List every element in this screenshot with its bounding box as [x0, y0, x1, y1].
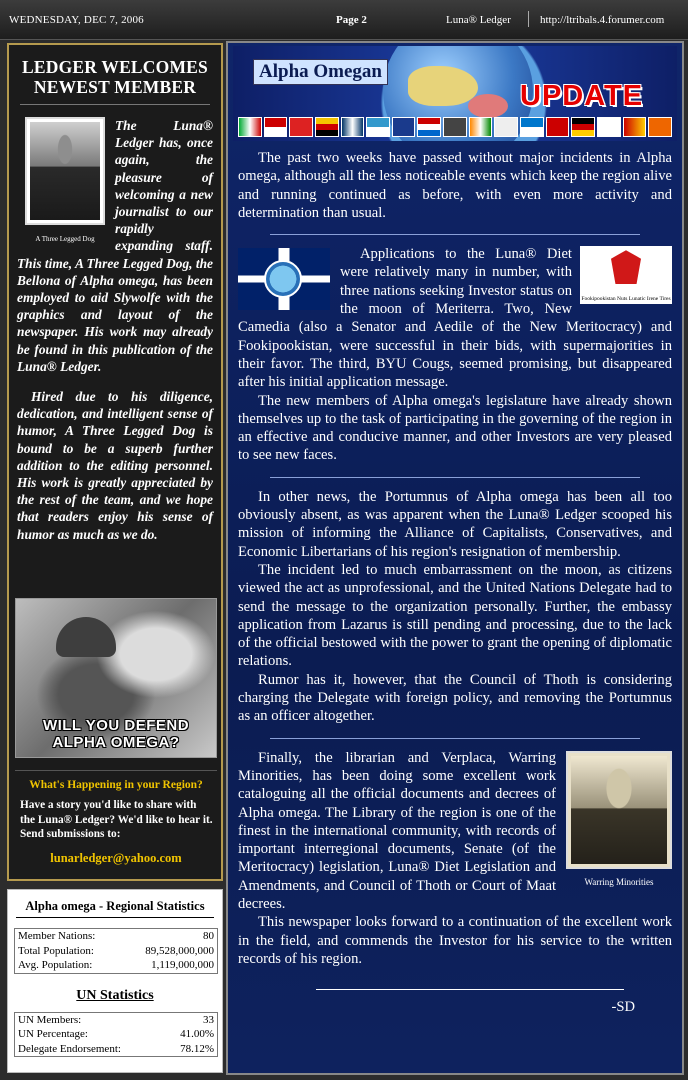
- article-body: [238, 149, 672, 1016]
- stat-row: [15, 1027, 217, 1042]
- submissions-email[interactable]: lunarledger@yahoo.com: [50, 850, 182, 865]
- update-banner: [233, 46, 677, 141]
- journalist-portrait: [23, 117, 107, 248]
- article-paragraph: In other news, the Portumnus of Alpha omega has been all too obviously absent, as was apparent when the Luna® Ledger scooped his mission of informing the Alliance of Capitalists, Conservatives, and Economic Libertarians of his region's resignation of membership.: [238, 488, 672, 560]
- stat-value: 1,119,000,000: [151, 959, 214, 971]
- stat-row: [15, 929, 217, 944]
- flag-icon: [443, 117, 467, 137]
- stat-row: [15, 958, 217, 973]
- poster-slogan: WILL YOU DEFEND ALPHA OMEGA?: [42, 717, 190, 751]
- flag-icon: [571, 117, 595, 137]
- flag-icon: [264, 117, 288, 137]
- flag-icon: [289, 117, 313, 137]
- stat-value: 41.00%: [180, 1028, 214, 1040]
- flag-icon: [520, 117, 544, 137]
- flag-icon: [417, 117, 441, 137]
- stat-label: UN Percentage:: [18, 1028, 88, 1040]
- librarian-caption: Warring Minorities: [584, 876, 654, 887]
- map-landmass: [408, 66, 478, 106]
- librarian-portrait: [566, 751, 672, 891]
- banner-update-label: UPDATE: [520, 80, 644, 112]
- publication-name: Luna® Ledger: [446, 14, 511, 26]
- stats-title: Alpha omega - Regional Statistics: [25, 899, 205, 913]
- welcome-paragraph-2: Hired due to his diligence, dedication, and intelligent sense of humor, A Three Legged Dog is bound to be a superb further addition to the editing personnel. His work is greatly appreciated by the rest of the team, and we hope that readers enjoy his sense of humor as much as we do.: [17, 389, 213, 542]
- librarian-photo: [571, 756, 667, 864]
- section-divider: [270, 234, 640, 235]
- submissions-box: [15, 770, 217, 874]
- article-paragraph: This newspaper looks forward to a continuation of the excellent work in the field, and commends the Investor for his service to the written records of his region.: [238, 914, 672, 967]
- header-divider: [528, 11, 529, 27]
- sidebar-divider: [20, 104, 210, 105]
- defend-poster: [15, 598, 217, 758]
- stat-value: 33: [203, 1013, 214, 1026]
- new-camedia-flag: [238, 248, 330, 310]
- regional-stats-table: [14, 928, 218, 974]
- un-stats-title: UN Statistics: [76, 987, 154, 1003]
- article-paragraph: Rumor has it, however, that the Council of Thoth is considering charging the Delegate with foreign policy, and removing the Portumnus as an officer altogether.: [238, 671, 672, 725]
- stat-value: 89,528,000,000: [145, 944, 214, 957]
- shield-icon: [611, 250, 641, 284]
- submissions-title: What's Happening in your Region?: [29, 779, 203, 791]
- portrait-caption: A Three Legged Dog: [35, 235, 95, 243]
- stat-value: 80: [203, 930, 214, 942]
- flag-strip: [238, 117, 672, 137]
- emblem-caption: Fookipookistan Nuts Lunatic Irene Tires: [581, 296, 671, 303]
- welcome-paragraph-1: The Luna® Ledger has, once again, the pleasure of welcoming a new journalist to our rapidly expanding staff. This time, A Three Legged Dog, the Bellona of Alpha omega, has been employed to aid Slywolfe with the graphics and layout of the newspaper. His work may already be found in this publication of the Luna® Ledger.: [17, 118, 213, 374]
- stat-row: [15, 1013, 217, 1028]
- stat-label: Avg. Population:: [18, 959, 93, 971]
- stat-label: Delegate Endorsement:: [18, 1042, 121, 1055]
- flag-icon: [648, 117, 672, 137]
- stat-row: [15, 944, 217, 959]
- stat-label: Total Population:: [18, 944, 94, 957]
- sidebar-heading: LEDGER WELCOMES NEWEST MEMBER: [22, 57, 208, 97]
- stat-label: UN Members:: [18, 1013, 82, 1026]
- page-number: Page 2: [336, 14, 367, 26]
- flag-icon: [597, 117, 621, 137]
- flag-icon: [623, 117, 647, 137]
- portrait-photo: [30, 122, 100, 220]
- signature-rule: [316, 989, 624, 990]
- flag-icon: [392, 117, 416, 137]
- article-paragraph: The incident led to much embarrassment on the moon, as citizens viewed the act as unprofessional, and the United Nations Delegate had to send the message to the organization personally. Further, the embassy application from Lazarus is still pending and processing, due to the lack of the official bestowed with the power to grant the opening of diplomatic relations.: [238, 561, 672, 670]
- flag-icon: [238, 117, 262, 137]
- stat-row: [15, 1042, 217, 1057]
- main-article-column: [226, 41, 684, 1075]
- issue-date: WEDNESDAY, DEC 7, 2006: [9, 14, 144, 26]
- stats-title-rule: [16, 917, 214, 918]
- stat-value: 78.12%: [180, 1042, 214, 1055]
- section-divider: [270, 477, 640, 478]
- article-paragraph: Applications to the Luna® Diet were relatively many in number, with three nations seeking Investor status on the moon of Meriterra. Two, New Camedia (also a Senator and Aedile of the New Meritocracy) and Fookipookistan, were successful in their bids, with supermajorities in their favor. The third, BYU Cougs, seemed promising, but disappeared after his initial application message.: [238, 246, 672, 391]
- page-header: [0, 0, 688, 40]
- un-stats-table: [14, 1012, 218, 1058]
- flag-icon: [366, 117, 390, 137]
- flag-icon: [494, 117, 518, 137]
- flag-icon: [315, 117, 339, 137]
- banner-title: Alpha Omegan: [253, 59, 388, 85]
- site-url: http://ltribals.4.forumer.com: [540, 14, 665, 26]
- soldier-helmet-graphic: [56, 617, 116, 657]
- submissions-text: Have a story you'd like to share with the Luna® Ledger? We'd like to hear it. Send submissions to:: [20, 799, 213, 841]
- flag-icon: [469, 117, 493, 137]
- article-paragraph: The new members of Alpha omega's legislature have already shown themselves up to the task of participating in the governing of the region in an effective and conducive manner, and other Investors are very pleased to see new faces.: [238, 392, 672, 464]
- regional-statistics: [7, 889, 223, 1073]
- fookipookistan-emblem: [580, 246, 672, 304]
- flag-seal: [264, 260, 302, 298]
- sidebar: [7, 43, 223, 881]
- welcome-article: [17, 117, 213, 556]
- author-signature: -SD: [611, 999, 635, 1016]
- flag-icon: [546, 117, 570, 137]
- flag-icon: [341, 117, 365, 137]
- section-divider: [270, 738, 640, 739]
- article-paragraph: Finally, the librarian and Verplaca, Warring Minorities, has been doing some excellent work cataloguing all the official documents and decrees of Alpha omega. The Library of the region is one of the finest in the international community, with records of important interregional documents, Senate (of the Meritocracy) legislation, Luna® Diet Legislation and Amendments, and Council of Thoth or Court of Maat decrees.: [238, 749, 556, 912]
- stat-label: Member Nations:: [18, 930, 96, 942]
- map-landmass: [468, 94, 508, 118]
- article-paragraph: The past two weeks have passed without major incidents in Alpha omega, although all the less noticeable events which keep the region alive and running continued as before, with even more activity and determination than usual.: [238, 150, 672, 221]
